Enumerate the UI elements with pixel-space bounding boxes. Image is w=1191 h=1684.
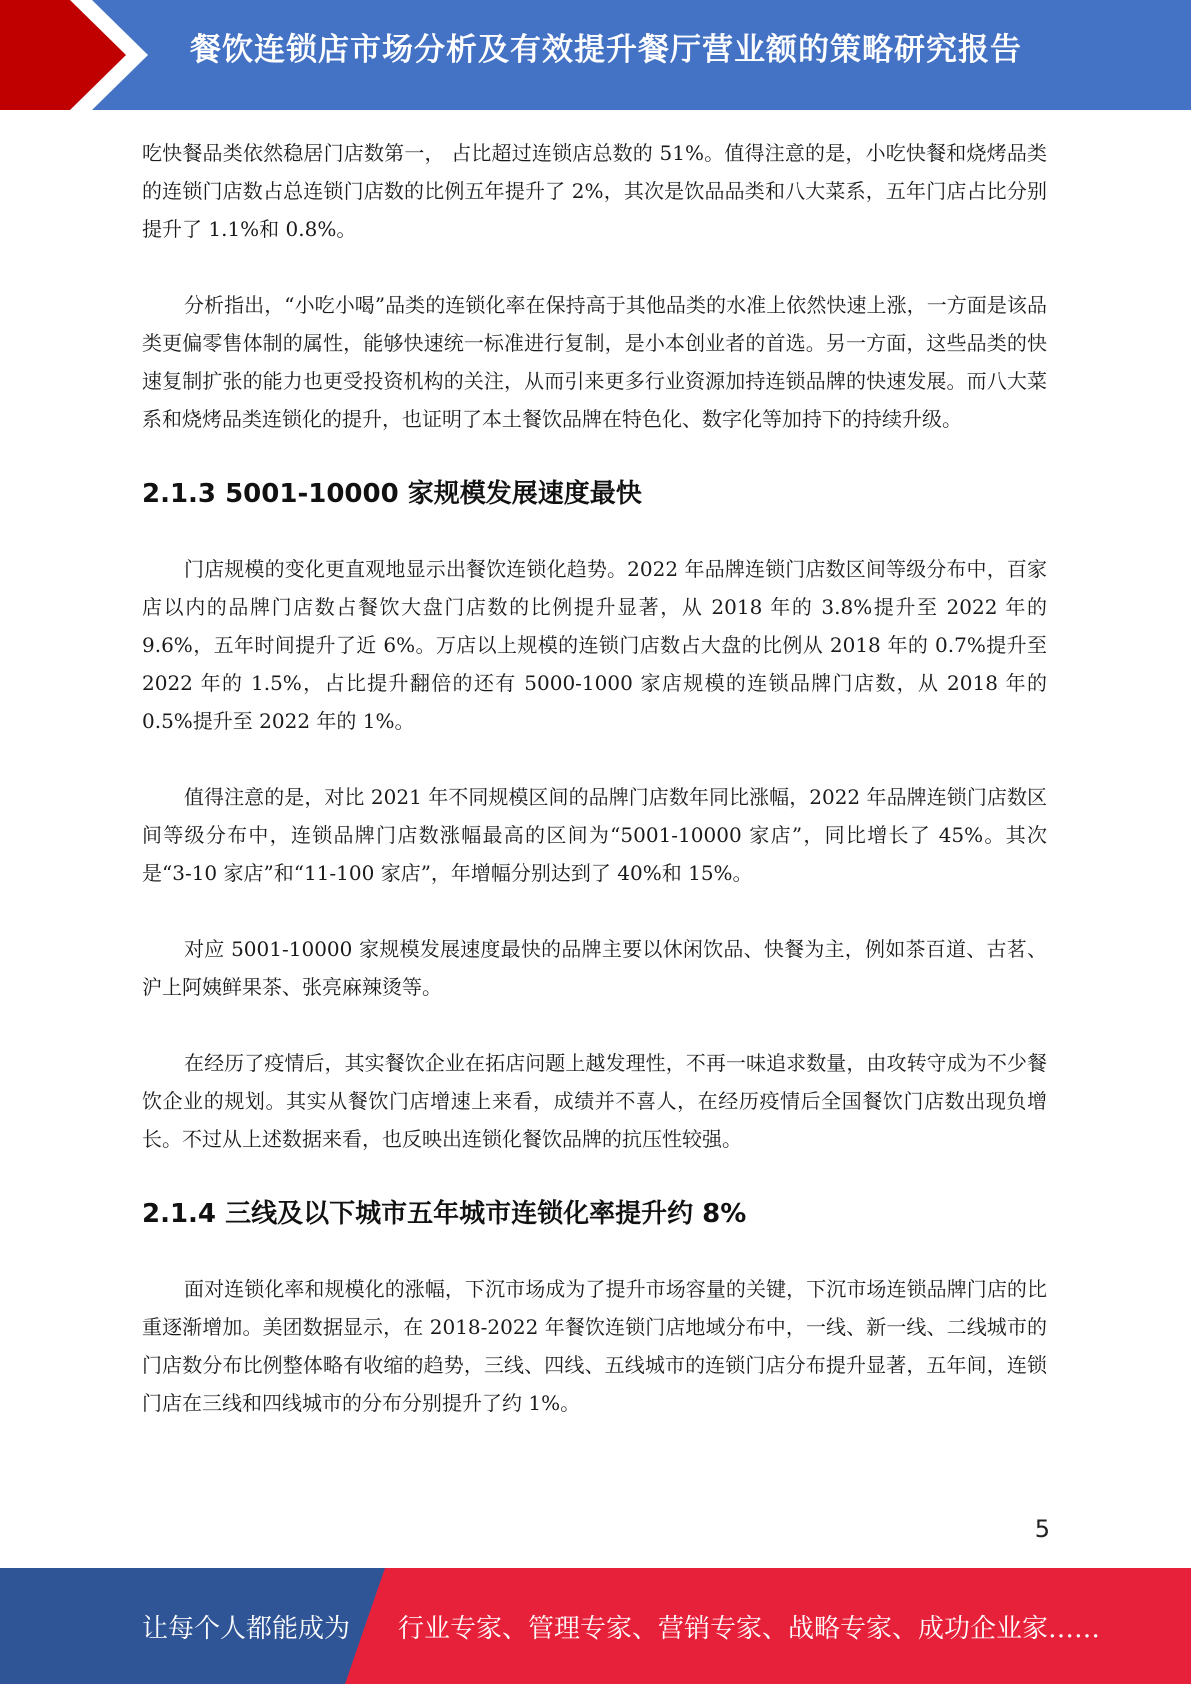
paragraph-2: 分析指出，“小吃小喝”品类的连锁化率在保持高于其他品类的水准上依然快速上涨，一方面是该品类更偏零售体制的属性，能够快速统一标准进行复制，是小本创业者的首选。另一方面，这些品类的快速复制扩张的能力也更受投资机构的关注，从而引来更多行业资源加持连锁品牌的快速发展。而八大菜系和烧烤品类连锁化的提升，也证明了本土餐饮品牌在特色化、数字化等加持下的持续升级。 — [142, 293, 1047, 431]
paragraph-1: 吃快餐品类依然稳居门店数第一， 占比超过连锁店总数的 51%。值得注意的是，小吃快餐和烧烤品类的连锁门店数占总连锁门店数的比例五年提升了 2%，其次是饮品品类和八大菜系，五年门店占比分别提升了 1.1%和 0.8%。 — [142, 141, 1047, 241]
paragraph-4: 值得注意的是，对比 2021 年不同规模区间的品牌门店数年同比涨幅，2022 年品牌连锁门店数区间等级分布中，连锁品牌门店数涨幅最高的区间为“5001-10000 家店”，同比增长了 45%。其次是“3-10 家店”和“11-100 家店”，年增幅分别达到了 40%和 15%。 — [142, 785, 1047, 885]
header-title: 餐饮连锁店市场分析及有效提升餐厅营业额的策略研究报告 — [190, 32, 1022, 68]
page-number: 5 — [1034, 1515, 1050, 1543]
page-header — [0, 0, 1191, 110]
document-body — [142, 134, 1047, 1422]
footer-slogan-right: 行业专家、管理专家、营销专家、战略专家、成功企业家…… — [398, 1614, 1101, 1644]
paragraph-5: 对应 5001-10000 家规模发展速度最快的品牌主要以休闲饮品、快餐为主，例如茶百道、古茗、沪上阿姨鲜果茶、张亮麻辣烫等。 — [142, 937, 1047, 999]
section-heading-2-1-4: 2.1.4 三线及以下城市五年城市连锁化率提升约 8% — [142, 1199, 747, 1229]
section-heading-2-1-3: 2.1.3 5001-10000 家规模发展速度最快 — [142, 479, 642, 509]
paragraph-3: 门店规模的变化更直观地显示出餐饮连锁化趋势。2022 年品牌连锁门店数区间等级分布中，百家店以内的品牌门店数占餐饮大盘门店数的比例提升显著，从 2018 年的 3.8%提升至 2022 年的 9.6%，五年时间提升了近 6%。万店以上规模的连锁门店数占大盘的比例从 2018 年的 0.7%提升至 2022 年的 1.5%，占比提升翻倍的还有 5000-1000 家店规模的连锁品牌门店数，从 2018 年的 0.5%提升至 2022 年的 1%。 — [142, 557, 1047, 733]
paragraph-6: 在经历了疫情后，其实餐饮企业在拓店问题上越发理性，不再一味追求数量，由攻转守成为不少餐饮企业的规划。其实从餐饮门店增速上来看，成绩并不喜人，在经历疫情后全国餐饮门店数出现负增长。不过从上述数据来看，也反映出连锁化餐饮品牌的抗压性较强。 — [142, 1051, 1047, 1151]
paragraph-7: 面对连锁化率和规模化的涨幅，下沉市场成为了提升市场容量的关键，下沉市场连锁品牌门店的比重逐渐增加。美团数据显示，在 2018-2022 年餐饮连锁门店地域分布中，一线、新一线、二线城市的门店数分布比例整体略有收缩的趋势，三线、四线、五线城市的连锁门店分布提升显著，五年间，连锁门店在三线和四线城市的分布分别提升了约 1%。 — [142, 1277, 1047, 1415]
page-footer — [0, 1568, 1191, 1684]
footer-slogan-left: 让每个人都能成为 — [142, 1614, 351, 1644]
